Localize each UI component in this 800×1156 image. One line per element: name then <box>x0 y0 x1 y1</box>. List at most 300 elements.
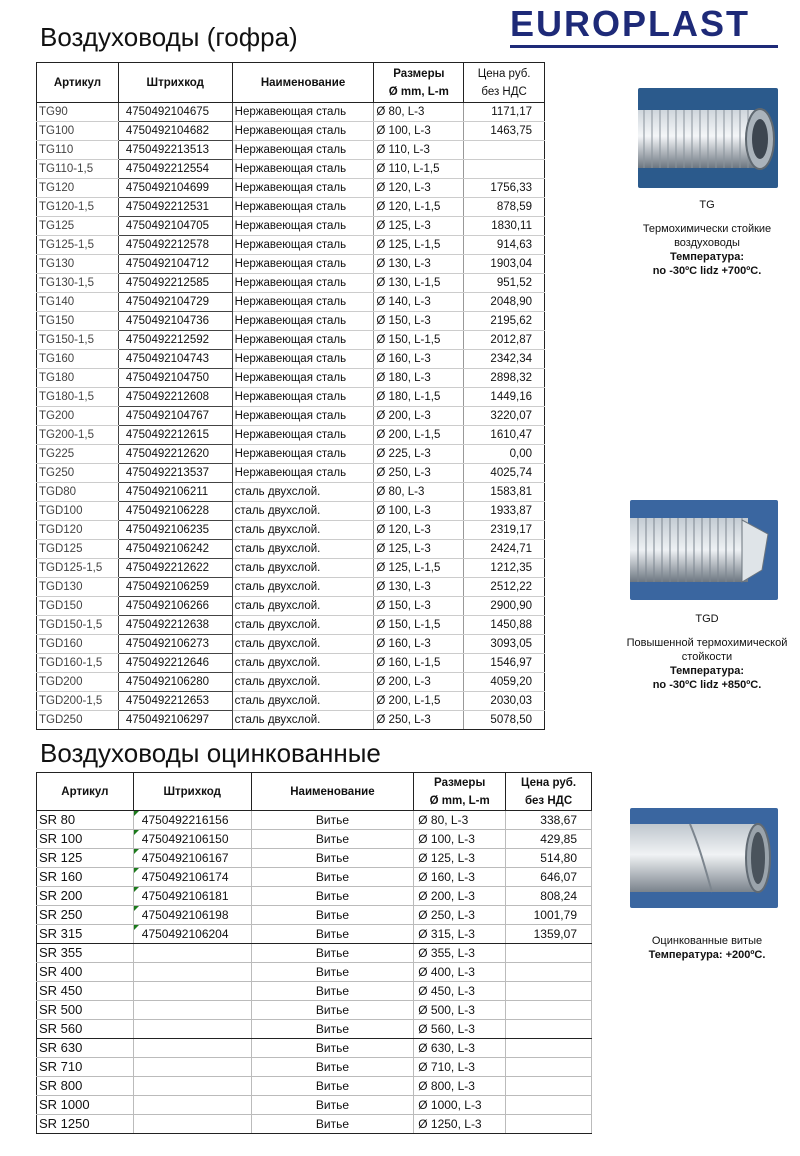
size-cell: Ø 120, L-3 <box>374 179 464 198</box>
size-cell: Ø 160, L-1,5 <box>374 654 464 673</box>
table-row <box>37 236 545 255</box>
tgd-duct-photo <box>630 500 778 600</box>
name-cell: Витье <box>251 1077 414 1096</box>
table-row <box>37 654 545 673</box>
article-cell: SR 800 <box>37 1077 134 1096</box>
article-cell: TGD160 <box>37 635 119 654</box>
sr-duct-photo <box>630 808 778 908</box>
barcode-cell: 4750492212622 <box>118 559 232 578</box>
size-cell: Ø 160, L-3 <box>374 350 464 369</box>
name-cell: Витье <box>251 868 414 887</box>
name-cell: Нержавеющая сталь <box>232 293 374 312</box>
name-cell: Витье <box>251 1115 414 1134</box>
size-cell: Ø 150, L-1,5 <box>374 616 464 635</box>
name-cell: сталь двухслой. <box>232 711 374 730</box>
barcode-cell: 4750492212646 <box>118 654 232 673</box>
barcode-cell: 4750492104675 <box>118 103 232 122</box>
name-cell: сталь двухслой. <box>232 635 374 654</box>
col-header-size <box>414 773 506 811</box>
logo-underline <box>510 45 778 48</box>
barcode-cell: 4750492212531 <box>118 198 232 217</box>
price-label: Цена руб. <box>477 67 531 80</box>
table-row <box>37 255 545 274</box>
table-row <box>37 426 545 445</box>
table-row <box>37 1115 592 1134</box>
price-cell: 914,63 <box>464 236 545 255</box>
name-cell: Нержавеющая сталь <box>232 103 374 122</box>
name-cell: Нержавеющая сталь <box>232 217 374 236</box>
size-unit-label: Ø mm, L-m <box>429 794 490 807</box>
table-row <box>37 1077 592 1096</box>
barcode-cell: 4750492213537 <box>118 464 232 483</box>
table-row <box>37 673 545 692</box>
price-cell: 1212,35 <box>464 559 545 578</box>
table-row <box>37 217 545 236</box>
table-row <box>37 540 545 559</box>
price-cell: 4059,20 <box>464 673 545 692</box>
col-header-barcode: Штрихкод <box>118 63 232 103</box>
galvanized-price-table <box>36 772 592 1134</box>
price-cell: 1450,88 <box>464 616 545 635</box>
barcode-cell: 4750492104705 <box>118 217 232 236</box>
barcode-cell: 4750492106273 <box>118 635 232 654</box>
price-cell: 514,80 <box>506 849 592 868</box>
size-cell: Ø 160, L-3 <box>374 635 464 654</box>
article-cell: TGD100 <box>37 502 119 521</box>
barcode-cell <box>133 1020 251 1039</box>
price-cell: 4025,74 <box>464 464 545 483</box>
article-cell: SR 355 <box>37 944 134 963</box>
article-cell: SR 710 <box>37 1058 134 1077</box>
barcode-cell: 4750492212592 <box>118 331 232 350</box>
name-cell: Нержавеющая сталь <box>232 445 374 464</box>
name-cell: сталь двухслой. <box>232 692 374 711</box>
article-cell: TGD125-1,5 <box>37 559 119 578</box>
name-cell: Витье <box>251 1020 414 1039</box>
article-cell: TG200-1,5 <box>37 426 119 445</box>
size-cell: Ø 200, L-1,5 <box>374 426 464 445</box>
size-cell: Ø 200, L-1,5 <box>374 692 464 711</box>
price-cell <box>506 1020 592 1039</box>
article-cell: TGD130 <box>37 578 119 597</box>
barcode-cell: 4750492212620 <box>118 445 232 464</box>
brand-name: EUROPLAST <box>510 3 751 44</box>
tgd-description: Повышенной термохимической стойкости <box>626 637 788 663</box>
table-row <box>37 635 545 654</box>
article-cell: TG120 <box>37 179 119 198</box>
name-cell: Витье <box>251 849 414 868</box>
galvanized-table-body <box>37 811 592 1134</box>
size-cell: Ø 180, L-3 <box>374 369 464 388</box>
name-cell: сталь двухслой. <box>232 597 374 616</box>
table-row <box>37 274 545 293</box>
article-cell: TG130-1,5 <box>37 274 119 293</box>
name-cell: Нержавеющая сталь <box>232 407 374 426</box>
price-cell: 808,24 <box>506 887 592 906</box>
article-cell: SR 1250 <box>37 1115 134 1134</box>
article-cell: TGD150 <box>37 597 119 616</box>
barcode-cell: 4750492212585 <box>118 274 232 293</box>
price-cell: 646,07 <box>506 868 592 887</box>
tgd-caption <box>612 612 800 692</box>
price-cell <box>506 1058 592 1077</box>
article-cell: TG110 <box>37 141 119 160</box>
tg-duct-photo <box>638 88 778 188</box>
article-cell: TGD250 <box>37 711 119 730</box>
price-cell: 1583,81 <box>464 483 545 502</box>
price-cell: 1449,16 <box>464 388 545 407</box>
table-row <box>37 711 545 730</box>
barcode-cell: 4750492212638 <box>118 616 232 635</box>
article-cell: SR 500 <box>37 1001 134 1020</box>
name-cell: Нержавеющая сталь <box>232 426 374 445</box>
size-cell: Ø 100, L-3 <box>374 502 464 521</box>
article-cell: TG110-1,5 <box>37 160 119 179</box>
size-cell: Ø 100, L-3 <box>414 830 506 849</box>
barcode-cell: 4750492106228 <box>118 502 232 521</box>
name-cell: Нержавеющая сталь <box>232 236 374 255</box>
size-cell: Ø 125, L-3 <box>374 217 464 236</box>
table-row <box>37 464 545 483</box>
size-cell: Ø 400, L-3 <box>414 963 506 982</box>
name-cell: сталь двухслой. <box>232 483 374 502</box>
table-row <box>37 179 545 198</box>
article-cell: TG90 <box>37 103 119 122</box>
size-cell: Ø 710, L-3 <box>414 1058 506 1077</box>
article-cell: SR 630 <box>37 1039 134 1058</box>
size-cell: Ø 125, L-3 <box>374 540 464 559</box>
table-row <box>37 559 545 578</box>
table-row <box>37 944 592 963</box>
price-cell: 2030,03 <box>464 692 545 711</box>
col-header-article: Артикул <box>37 773 134 811</box>
size-cell: Ø 150, L-3 <box>374 312 464 331</box>
size-cell: Ø 250, L-3 <box>374 464 464 483</box>
barcode-cell: 4750492106259 <box>118 578 232 597</box>
size-cell: Ø 125, L-3 <box>414 849 506 868</box>
table-row <box>37 1096 592 1115</box>
price-cell: 2048,90 <box>464 293 545 312</box>
barcode-cell: 4750492104750 <box>118 369 232 388</box>
tgd-code: TGD <box>695 613 719 625</box>
barcode-cell: 4750492106150 <box>133 830 251 849</box>
price-cell: 2512,22 <box>464 578 545 597</box>
size-cell: Ø 250, L-3 <box>374 711 464 730</box>
table-row <box>37 616 545 635</box>
size-cell: Ø 80, L-3 <box>374 103 464 122</box>
col-header-name: Наименование <box>251 773 414 811</box>
barcode-cell <box>133 1001 251 1020</box>
article-cell: SR 450 <box>37 982 134 1001</box>
tg-description: Термохимически стойкие воздуховоды <box>642 223 772 249</box>
barcode-cell: 4750492106266 <box>118 597 232 616</box>
table-row <box>37 887 592 906</box>
name-cell: Нержавеющая сталь <box>232 312 374 331</box>
price-cell: 0,00 <box>464 445 545 464</box>
price-cell: 1546,97 <box>464 654 545 673</box>
table-row <box>37 407 545 426</box>
name-cell: Витье <box>251 982 414 1001</box>
article-cell: TGD120 <box>37 521 119 540</box>
table-row <box>37 521 545 540</box>
price-cell <box>464 141 545 160</box>
table-row <box>37 122 545 141</box>
price-cell: 338,67 <box>506 811 592 830</box>
corrugated-table-body <box>37 103 545 730</box>
name-cell: Нержавеющая сталь <box>232 331 374 350</box>
size-cell: Ø 80, L-3 <box>374 483 464 502</box>
price-cell: 1463,75 <box>464 122 545 141</box>
article-cell: TG180-1,5 <box>37 388 119 407</box>
barcode-cell: 4750492104729 <box>118 293 232 312</box>
size-cell: Ø 250, L-3 <box>414 906 506 925</box>
barcode-cell: 4750492212554 <box>118 160 232 179</box>
article-cell: TG225 <box>37 445 119 464</box>
size-cell: Ø 315, L-3 <box>414 925 506 944</box>
barcode-cell: 4750492212578 <box>118 236 232 255</box>
tgd-temp-range: no -30ºC lidz +850ºC. <box>652 679 762 691</box>
name-cell: сталь двухслой. <box>232 578 374 597</box>
article-cell: TG120-1,5 <box>37 198 119 217</box>
size-unit-label: Ø mm, L-m <box>388 85 449 98</box>
table-row <box>37 849 592 868</box>
size-cell: Ø 110, L-1,5 <box>374 160 464 179</box>
size-cell: Ø 500, L-3 <box>414 1001 506 1020</box>
size-cell: Ø 150, L-1,5 <box>374 331 464 350</box>
corrugated-price-table <box>36 62 545 730</box>
article-cell: TGD200-1,5 <box>37 692 119 711</box>
barcode-cell: 4750492106242 <box>118 540 232 559</box>
size-cell: Ø 450, L-3 <box>414 982 506 1001</box>
article-cell: SR 160 <box>37 868 134 887</box>
table-row <box>37 1020 592 1039</box>
barcode-cell: 4750492106181 <box>133 887 251 906</box>
col-header-name: Наименование <box>232 63 374 103</box>
name-cell: сталь двухслой. <box>232 616 374 635</box>
size-cell: Ø 200, L-3 <box>374 673 464 692</box>
barcode-cell: 4750492104699 <box>118 179 232 198</box>
price-cell: 1903,04 <box>464 255 545 274</box>
barcode-cell: 4750492212653 <box>118 692 232 711</box>
table-row <box>37 906 592 925</box>
name-cell: Нержавеющая сталь <box>232 388 374 407</box>
col-header-barcode: Штрихкод <box>133 773 251 811</box>
table-row <box>37 160 545 179</box>
name-cell: Витье <box>251 963 414 982</box>
barcode-cell: 4750492104682 <box>118 122 232 141</box>
name-cell: Нержавеющая сталь <box>232 179 374 198</box>
price-sub-label: без НДС <box>481 85 527 98</box>
section-title-corrugated: Воздуховоды (гофра) <box>40 22 298 52</box>
barcode-cell <box>133 982 251 1001</box>
col-header-size <box>374 63 464 103</box>
barcode-cell: 4750492216156 <box>133 811 251 830</box>
price-cell: 3093,05 <box>464 635 545 654</box>
article-cell: SR 250 <box>37 906 134 925</box>
section-title-galvanized: Воздуховоды оцинкованные <box>40 738 381 768</box>
barcode-cell: 4750492104743 <box>118 350 232 369</box>
barcode-cell <box>133 1115 251 1134</box>
article-cell: TGD160-1,5 <box>37 654 119 673</box>
size-cell: Ø 120, L-3 <box>374 521 464 540</box>
price-cell: 1610,47 <box>464 426 545 445</box>
article-cell: SR 315 <box>37 925 134 944</box>
size-cell: Ø 1000, L-3 <box>414 1096 506 1115</box>
barcode-cell: 4750492106211 <box>118 483 232 502</box>
price-cell: 1933,87 <box>464 502 545 521</box>
price-cell: 2342,34 <box>464 350 545 369</box>
name-cell: Нержавеющая сталь <box>232 160 374 179</box>
article-cell: SR 200 <box>37 887 134 906</box>
size-cell: Ø 560, L-3 <box>414 1020 506 1039</box>
col-header-price <box>464 63 545 103</box>
name-cell: сталь двухслой. <box>232 502 374 521</box>
size-cell: Ø 355, L-3 <box>414 944 506 963</box>
article-cell: SR 1000 <box>37 1096 134 1115</box>
article-cell: TG250 <box>37 464 119 483</box>
sr-description: Оцинкованные витые <box>651 935 763 947</box>
name-cell: сталь двухслой. <box>232 540 374 559</box>
name-cell: Витье <box>251 944 414 963</box>
size-cell: Ø 120, L-1,5 <box>374 198 464 217</box>
name-cell: Витье <box>251 811 414 830</box>
table-row <box>37 483 545 502</box>
name-cell: Нержавеющая сталь <box>232 255 374 274</box>
col-header-price <box>506 773 592 811</box>
table-row <box>37 830 592 849</box>
name-cell: Витье <box>251 906 414 925</box>
table-row <box>37 293 545 312</box>
name-cell: Нержавеющая сталь <box>232 274 374 293</box>
size-cell: Ø 140, L-3 <box>374 293 464 312</box>
barcode-cell <box>133 963 251 982</box>
name-cell: Нержавеющая сталь <box>232 141 374 160</box>
size-label: Размеры <box>434 776 486 789</box>
size-cell: Ø 800, L-3 <box>414 1077 506 1096</box>
size-cell: Ø 225, L-3 <box>374 445 464 464</box>
size-cell: Ø 80, L-3 <box>414 811 506 830</box>
barcode-cell: 4750492212615 <box>118 426 232 445</box>
table-row <box>37 502 545 521</box>
barcode-cell: 4750492106235 <box>118 521 232 540</box>
size-cell: Ø 130, L-1,5 <box>374 274 464 293</box>
article-cell: TG130 <box>37 255 119 274</box>
size-cell: Ø 130, L-3 <box>374 578 464 597</box>
barcode-cell <box>133 1058 251 1077</box>
article-cell: TGD200 <box>37 673 119 692</box>
price-cell: 2195,62 <box>464 312 545 331</box>
size-cell: Ø 130, L-3 <box>374 255 464 274</box>
barcode-cell: 4750492212608 <box>118 388 232 407</box>
article-cell: TG180 <box>37 369 119 388</box>
barcode-cell <box>133 944 251 963</box>
article-cell: SR 560 <box>37 1020 134 1039</box>
table-row <box>37 982 592 1001</box>
table-row <box>37 1058 592 1077</box>
name-cell: Витье <box>251 1001 414 1020</box>
price-cell: 1359,07 <box>506 925 592 944</box>
price-cell <box>506 1077 592 1096</box>
price-label: Цена руб. <box>521 776 577 789</box>
name-cell: Витье <box>251 1039 414 1058</box>
table-row <box>37 578 545 597</box>
price-cell: 5078,50 <box>464 711 545 730</box>
barcode-cell: 4750492106174 <box>133 868 251 887</box>
article-cell: TGD125 <box>37 540 119 559</box>
size-cell: Ø 125, L-1,5 <box>374 559 464 578</box>
tg-temp-label: Температура: <box>669 251 744 263</box>
name-cell: Витье <box>251 1058 414 1077</box>
size-label: Размеры <box>393 67 445 80</box>
name-cell: Витье <box>251 830 414 849</box>
barcode-cell <box>133 1096 251 1115</box>
article-cell: TG140 <box>37 293 119 312</box>
barcode-cell: 4750492104712 <box>118 255 232 274</box>
article-cell: SR 125 <box>37 849 134 868</box>
price-cell: 951,52 <box>464 274 545 293</box>
brand-logo <box>510 3 778 52</box>
article-cell: TG200 <box>37 407 119 426</box>
table-row <box>37 369 545 388</box>
price-cell: 2012,87 <box>464 331 545 350</box>
price-cell: 1171,17 <box>464 103 545 122</box>
price-cell: 2898,32 <box>464 369 545 388</box>
price-cell: 1756,33 <box>464 179 545 198</box>
name-cell: Витье <box>251 925 414 944</box>
tg-code: TG <box>699 199 715 211</box>
price-cell <box>506 1039 592 1058</box>
table-row <box>37 141 545 160</box>
barcode-cell: 4750492106198 <box>133 906 251 925</box>
size-cell: Ø 630, L-3 <box>414 1039 506 1058</box>
size-cell: Ø 180, L-1,5 <box>374 388 464 407</box>
price-sub-label: без НДС <box>524 794 573 807</box>
name-cell: сталь двухслой. <box>232 673 374 692</box>
table-row <box>37 350 545 369</box>
price-cell: 878,59 <box>464 198 545 217</box>
name-cell: сталь двухслой. <box>232 521 374 540</box>
name-cell: Нержавеющая сталь <box>232 122 374 141</box>
article-cell: TG160 <box>37 350 119 369</box>
tg-temp-range: no -30ºC lidz +700ºC. <box>652 265 762 277</box>
size-cell: Ø 150, L-3 <box>374 597 464 616</box>
article-cell: TG125 <box>37 217 119 236</box>
table-row <box>37 925 592 944</box>
table-row <box>37 388 545 407</box>
price-cell <box>506 1115 592 1134</box>
table-row <box>37 312 545 331</box>
price-cell: 1001,79 <box>506 906 592 925</box>
price-cell <box>506 1096 592 1115</box>
price-cell: 2424,71 <box>464 540 545 559</box>
article-cell: TGD80 <box>37 483 119 502</box>
article-cell: TG150 <box>37 312 119 331</box>
table-row <box>37 198 545 217</box>
article-cell: TG100 <box>37 122 119 141</box>
table-row <box>37 868 592 887</box>
article-cell: TG150-1,5 <box>37 331 119 350</box>
size-cell: Ø 160, L-3 <box>414 868 506 887</box>
barcode-cell: 4750492106297 <box>118 711 232 730</box>
size-cell: Ø 125, L-1,5 <box>374 236 464 255</box>
price-cell: 2900,90 <box>464 597 545 616</box>
table-row <box>37 1039 592 1058</box>
article-cell: SR 80 <box>37 811 134 830</box>
table-row <box>37 963 592 982</box>
barcode-cell: 4750492104736 <box>118 312 232 331</box>
tg-caption <box>612 198 800 278</box>
barcode-cell: 4750492106204 <box>133 925 251 944</box>
